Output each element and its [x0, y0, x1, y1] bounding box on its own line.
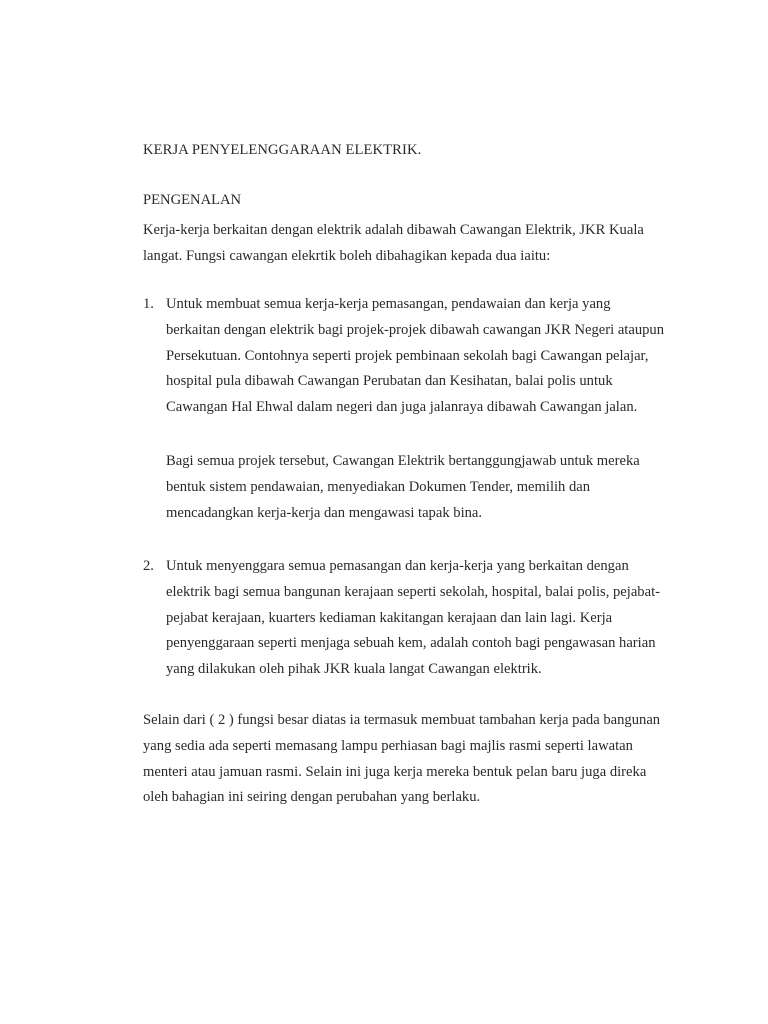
paragraph-line: yang dilakukan oleh pihak JKR kuala langat Cawangan elektrik.	[166, 661, 542, 678]
intro-line: Kerja-kerja berkaitan dengan elektrik adalah dibawah Cawangan Elektrik, JKR Kuala	[143, 222, 644, 238]
paragraph-line: Bagi semua projek tersebut, Cawangan Elektrik bertanggungjawab untuk mereka	[166, 453, 640, 469]
paragraph-line: elektrik bagi semua bangunan kerajaan seperti sekolah, hospital, balai polis, pejabat-	[166, 583, 660, 600]
intro-line: langat. Fungsi cawangan elekrtik boleh dibahagikan kepada dua iaitu:	[143, 247, 551, 264]
intro-paragraph	[143, 218, 673, 269]
paragraph-line: oleh bahagian ini seiring dengan perubahan yang berlaku.	[143, 789, 481, 806]
paragraph-line: Persekutuan. Contohnya seperti projek pembinaan sekolah bagi Cawangan pelajar,	[166, 347, 649, 364]
list-item-text	[166, 292, 676, 421]
list-item-1-subparagraph	[166, 449, 666, 526]
paragraph-line: berkaitan dengan elektrik bagi projek-projek dibawah cawangan JKR Negeri ataupun	[166, 321, 665, 338]
section-heading: PENGENALAN	[143, 192, 242, 208]
paragraph-line: menteri atau jamuan rasmi. Selain ini juga kerja mereka bentuk pelan baru juga direka	[143, 763, 647, 780]
paragraph-line: penyenggaraan seperti menjaga sebuah kem, adalah contoh bagi pengawasan harian	[166, 635, 656, 652]
list-number: 1.	[143, 296, 154, 312]
paragraph-line: bentuk sistem pendawaian, menyediakan Dokumen Tender, memilih dan	[166, 478, 591, 495]
paragraph-line: Selain dari ( 2 ) fungsi besar diatas ia termasuk membuat tambahan kerja pada bangunan	[143, 712, 661, 728]
paragraph-line: yang sedia ada seperti memasang lampu perhiasan bagi majlis rasmi seperti lawatan	[143, 737, 633, 754]
paragraph-line: pejabat kerajaan, kuarters kediaman kakitangan kerajaan dan lain lagi. Kerja	[166, 609, 613, 626]
document-title: KERJA PENYELENGGARAAN ELEKTRIK.	[143, 142, 422, 158]
paragraph-line: hospital pula dibawah Cawangan Perubatan dan Kesihatan, balai polis untuk	[166, 373, 613, 390]
paragraph-line: Untuk membuat semua kerja-kerja pemasangan, pendawaian dan kerja yang	[166, 296, 611, 312]
closing-paragraph	[143, 708, 703, 811]
list-number: 2.	[143, 558, 154, 574]
paragraph-line: Untuk menyenggara semua pemasangan dan kerja-kerja yang berkaitan dengan	[166, 558, 629, 574]
list-item-text	[166, 554, 676, 683]
paragraph-line: mencadangkan kerja-kerja dan mengawasi tapak bina.	[166, 504, 483, 521]
paragraph-line: Cawangan Hal Ehwal dalam negeri dan juga jalanraya dibawah Cawangan jalan.	[166, 399, 638, 416]
